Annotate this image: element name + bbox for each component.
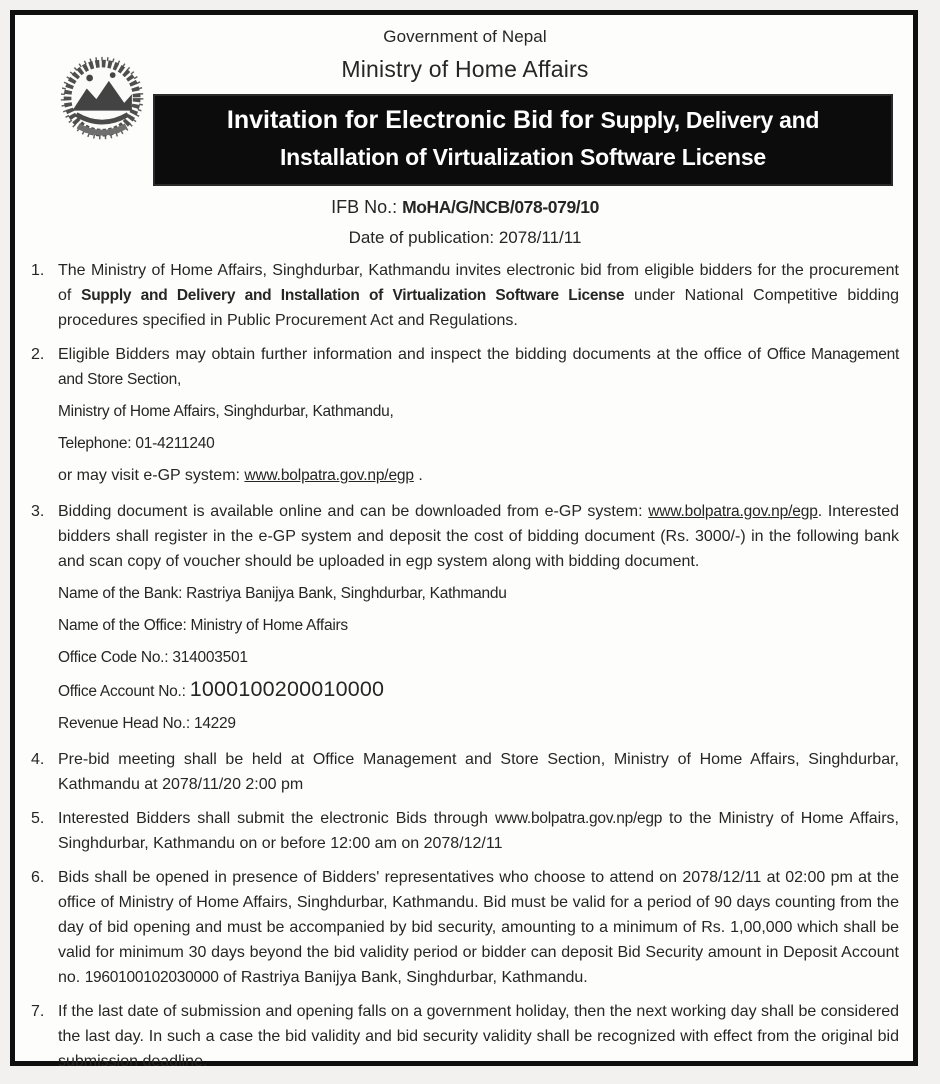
notice-item-1 xyxy=(31,258,899,338)
item-number: 2. xyxy=(31,346,45,363)
item-paragraph xyxy=(58,806,899,856)
item-body xyxy=(58,499,899,743)
notice-sheet xyxy=(10,10,918,1070)
item-body xyxy=(58,258,899,338)
text-segment: or may visit e-GP system: xyxy=(58,467,245,484)
text-segment: . xyxy=(413,467,423,484)
item-body xyxy=(58,806,899,861)
text-segment: under National Competitive bidding procedures specified in Public Procurement Act and Regulations. xyxy=(58,287,900,329)
item-paragraph xyxy=(58,645,899,670)
text-segment: Name of the Bank: Rastriya Banijya Bank, Singhdurbar, Kathmandu xyxy=(58,585,507,602)
text-segment: Pre-bid meeting shall be held at Office Management and Store Section, Ministry of Home Affairs, Singhdurbar, Kathmandu at 2078/11/20 2:00 pm xyxy=(58,751,899,793)
publication-date: Date of publication: 2078/11/11 xyxy=(348,228,582,247)
text-segment: Eligible Bidders may obtain further information and inspect the bidding documents at the office of xyxy=(58,346,767,363)
banner-line2: Installation of Virtualization Software License xyxy=(279,144,767,170)
text-segment: . Interested bidders shall register in the e-GP system and deposit the cost of bidding document (Rs. 3000/-) in the following bank and scan copy of voucher should be uploaded in egp system along with bidding document. xyxy=(58,503,900,570)
text-segment: Office Account No.: xyxy=(58,683,190,700)
notice-items xyxy=(31,258,899,1079)
text-segment: Interested Bidders shall submit the electronic Bids through xyxy=(58,810,495,827)
text-segment: Office Code No.: 314003501 xyxy=(58,649,248,666)
banner-line1-sub: Supply, Delivery and xyxy=(600,107,820,133)
item-paragraph xyxy=(58,747,899,797)
item-paragraph xyxy=(58,677,899,704)
banner-line1-main: Invitation for Electronic Bid for xyxy=(226,106,601,134)
item-paragraph xyxy=(58,999,899,1074)
item-body xyxy=(58,747,899,802)
ministry-title: Ministry of Home Affairs xyxy=(341,56,589,82)
item-body xyxy=(58,865,899,995)
item-paragraph xyxy=(58,613,899,638)
item-paragraph xyxy=(58,499,899,574)
text-segment: Name of the Office: Ministry of Home Affairs xyxy=(58,617,348,634)
item-body xyxy=(58,999,899,1079)
text-segment: www.bolpatra.gov.np/egp xyxy=(494,810,663,827)
item-number: 1. xyxy=(31,262,45,279)
notice-item-6 xyxy=(31,865,899,995)
item-number: 5. xyxy=(31,810,45,827)
bolpatra-url-link[interactable]: www.bolpatra.gov.np/egp xyxy=(648,503,818,520)
text-segment: Supply and Delivery and Installation of Virtualization Software License xyxy=(81,287,625,304)
text-segment: Bidding document is available online and can be downloaded from e-GP system: xyxy=(58,503,649,520)
text-segment: Ministry of Home Affairs, Singhdurbar, Kathmandu, xyxy=(58,403,394,420)
text-segment: 1000100200010000 xyxy=(189,677,385,701)
notice-header xyxy=(31,21,899,248)
item-paragraph xyxy=(58,431,899,456)
item-paragraph xyxy=(58,342,899,392)
item-number: 7. xyxy=(31,1003,45,1020)
text-segment: Bids shall be opened in presence of Bidders' representatives who choose to attend on 2078/12/11 at 02:00 pm at the office of Ministry of Home Affairs, Singhdurbar, Kathmandu. Bid must be valid for a period of 90 days counting from the day of bid opening and must be accompanied by bid security, amounting to a minimum of Rs. 1,00,000 which shall be valid for minimum 30 days beyond the bid validity period or bidder can deposit Bid Security amount in Deposit Account no. xyxy=(58,869,899,986)
text-segment: of Rastriya Banijya Bank, Singhdurbar, Kathmandu. xyxy=(218,969,588,986)
text-segment: Revenue Head No.: 14229 xyxy=(58,715,236,732)
text-segment: If the last date of submission and opening falls on a government holiday, then the next working day shall be considered the last day. In such a case the bid validity and bid security validity shall be recognized with effect from the original bid submission deadline. xyxy=(58,1003,899,1070)
text-segment: Telephone: 01-4211240 xyxy=(58,435,215,452)
bolpatra-url-link[interactable]: www.bolpatra.gov.np/egp xyxy=(244,467,414,484)
item-body xyxy=(58,342,899,495)
item-paragraph xyxy=(58,865,899,990)
item-number: 4. xyxy=(31,751,45,768)
text-segment: The Ministry of Home Affairs, Singhdurbar, Kathmandu invites electronic bid from eligible bidders for the procurement of xyxy=(58,262,899,304)
invitation-banner xyxy=(153,94,893,186)
item-paragraph xyxy=(58,711,899,736)
item-paragraph xyxy=(58,258,899,333)
notice-item-5 xyxy=(31,806,899,861)
item-number: 6. xyxy=(31,869,45,886)
item-number: 3. xyxy=(31,503,45,520)
item-paragraph xyxy=(58,463,899,488)
ifb-number xyxy=(31,197,899,218)
notice-item-3 xyxy=(31,499,899,743)
government-title: Government of Nepal xyxy=(383,27,547,46)
item-paragraph xyxy=(58,581,899,606)
notice-item-4 xyxy=(31,747,899,802)
nepal-government-emblem-icon xyxy=(57,51,153,151)
text-segment: to the Ministry of Home Affairs, Singhdurbar, Kathmandu on or before 12:00 am on 2078/12/11 xyxy=(58,810,900,852)
text-segment: 1960100102030000 xyxy=(84,969,219,986)
ifb-label: IFB No.: xyxy=(331,197,403,217)
ifb-value: MoHA/G/NCB/078-079/10 xyxy=(402,197,599,217)
item-paragraph xyxy=(58,399,899,424)
notice-item-2 xyxy=(31,342,899,495)
banner-line1 xyxy=(161,105,885,135)
text-segment: Office Management and Store Section, xyxy=(58,346,900,388)
notice-item-7 xyxy=(31,999,899,1079)
